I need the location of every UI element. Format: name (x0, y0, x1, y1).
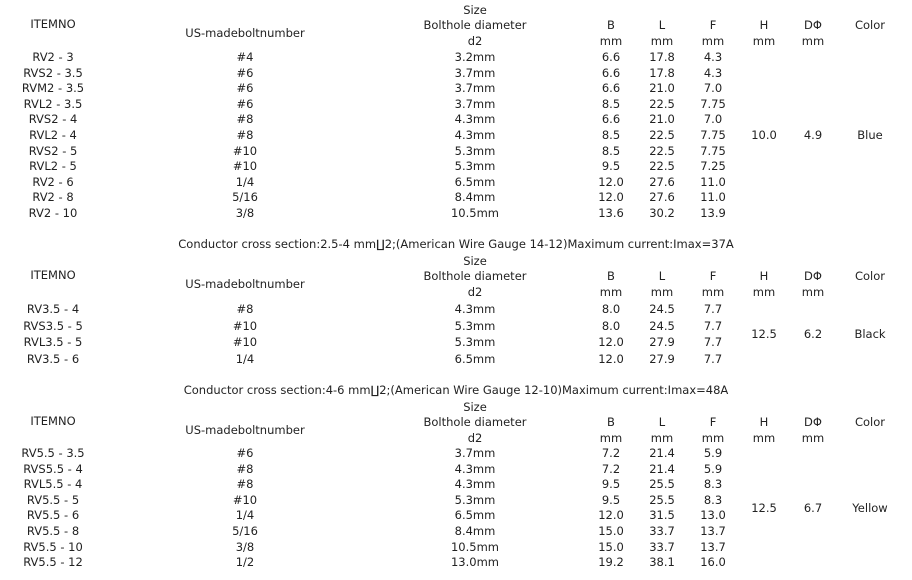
header-l: L (658, 269, 666, 283)
row-l: 25.5 (649, 477, 675, 492)
row-itemno: RV2 - 10 (28, 206, 78, 220)
row-us-bolt-number: 5/16 (232, 524, 258, 538)
row-f: 13.0 (700, 508, 726, 523)
row-bolthole-diameter: 5.3mm (454, 159, 496, 174)
header-b: B (607, 415, 615, 429)
header-f: F (709, 269, 717, 283)
merged-h-value: 12.5 (751, 500, 777, 515)
header-f-unit: mm (701, 285, 725, 299)
header-b: B (607, 18, 615, 32)
row-bolthole-diameter: 4.3mm (454, 128, 496, 142)
row-us-bolt-number: #10 (232, 318, 258, 333)
row-itemno: RV5.5 - 10 (23, 539, 83, 554)
row-l: 22.5 (649, 96, 675, 111)
row-b: 6.6 (601, 50, 621, 64)
header-f: F (709, 18, 717, 32)
row-f: 5.9 (703, 446, 723, 460)
header-size: Size (463, 3, 487, 17)
header-f: F (709, 415, 717, 429)
row-l: 38.1 (649, 555, 675, 570)
row-us-bolt-number: #8 (236, 302, 254, 316)
row-l: 22.5 (649, 159, 675, 174)
row-us-bolt-number: 1/4 (235, 174, 255, 189)
row-b: 6.6 (601, 81, 621, 96)
row-l: 17.8 (649, 50, 675, 64)
row-bolthole-diameter: 4.3mm (454, 461, 496, 476)
row-bolthole-diameter: 4.3mm (454, 112, 496, 127)
row-itemno: RVL2 - 3.5 (23, 96, 83, 111)
row-b: 12.0 (598, 351, 624, 366)
row-b: 15.0 (598, 524, 624, 538)
row-b: 7.2 (601, 461, 621, 476)
header-d2: d2 (467, 34, 483, 48)
row-bolthole-diameter: 5.3mm (454, 143, 496, 158)
merged-color-value: Black (854, 326, 886, 341)
row-l: 27.9 (649, 335, 675, 349)
header-dphi: DΦ (804, 18, 822, 32)
header-b: B (607, 269, 615, 283)
row-bolthole-diameter: 10.5mm (450, 539, 499, 554)
header-l: L (658, 18, 666, 32)
row-itemno: RVS2 - 4 (28, 112, 78, 127)
row-bolthole-diameter: 3.2mm (454, 50, 496, 64)
row-l: 17.8 (649, 65, 675, 80)
header-dphi-unit: mm (801, 431, 825, 445)
row-f: 11.0 (700, 190, 726, 205)
row-itemno: RV2 - 8 (32, 190, 74, 205)
row-itemno: RV2 - 6 (32, 174, 74, 189)
row-f: 13.7 (700, 524, 726, 538)
row-b: 12.0 (598, 174, 624, 189)
row-f: 8.3 (703, 492, 723, 507)
row-us-bolt-number: #8 (236, 112, 254, 127)
row-f: 4.3 (703, 65, 723, 80)
header-itemno: ITEMNO (30, 17, 76, 31)
row-itemno: RV3.5 - 4 (26, 302, 80, 316)
row-itemno: RVL2 - 5 (29, 159, 77, 174)
row-bolthole-diameter: 3.7mm (454, 446, 496, 460)
row-f: 7.25 (700, 159, 726, 174)
row-bolthole-diameter: 13.0mm (450, 555, 499, 570)
header-bolthole-diameter: Bolthole diameter (423, 415, 527, 429)
row-b: 6.6 (601, 112, 621, 127)
header-color: Color (854, 415, 886, 429)
header-h: H (759, 18, 769, 32)
row-bolthole-diameter: 8.4mm (454, 190, 496, 205)
row-b: 19.2 (598, 555, 624, 570)
row-f: 8.3 (703, 477, 723, 492)
row-l: 22.5 (649, 128, 675, 142)
row-itemno: RVS5.5 - 4 (23, 461, 83, 476)
row-f: 16.0 (700, 555, 726, 570)
row-b: 6.6 (601, 65, 621, 80)
section-caption: Conductor cross section:4-6 mm∐2;(American Wire Gauge 12-10)Maximum current:Imax=48A (183, 383, 729, 397)
row-l: 21.0 (649, 112, 675, 127)
row-bolthole-diameter: 6.5mm (454, 174, 496, 189)
header-d2: d2 (467, 285, 483, 299)
row-b: 12.0 (598, 190, 624, 205)
row-l: 24.5 (649, 318, 675, 333)
row-l: 25.5 (649, 492, 675, 507)
row-us-bolt-number: #8 (236, 461, 254, 476)
row-us-bolt-number: #4 (236, 50, 254, 64)
row-bolthole-diameter: 8.4mm (454, 524, 496, 538)
header-f-unit: mm (701, 34, 725, 48)
header-itemno: ITEMNO (30, 268, 76, 282)
row-l: 33.7 (649, 539, 675, 554)
row-itemno: RVS2 - 3.5 (23, 65, 83, 80)
header-h-unit: mm (752, 285, 776, 299)
row-itemno: RVL5.5 - 4 (23, 477, 83, 492)
row-f: 5.9 (703, 461, 723, 476)
row-b: 9.5 (601, 477, 621, 492)
row-l: 27.6 (649, 174, 675, 189)
row-b: 8.5 (601, 128, 621, 142)
row-us-bolt-number: 5/16 (232, 190, 258, 205)
merged-dphi-value: 6.7 (803, 500, 823, 515)
row-b: 12.0 (598, 335, 624, 349)
header-bolthole-diameter: Bolthole diameter (423, 18, 527, 32)
row-f: 7.7 (703, 351, 723, 366)
row-bolthole-diameter: 4.3mm (454, 477, 496, 492)
row-itemno: RV5.5 - 3.5 (21, 446, 85, 460)
row-b: 8.5 (601, 96, 621, 111)
row-l: 27.6 (649, 190, 675, 205)
row-us-bolt-number: #6 (236, 65, 254, 80)
row-us-bolt-number: #10 (232, 335, 258, 349)
row-b: 9.5 (601, 492, 621, 507)
row-itemno: RV5.5 - 6 (26, 508, 80, 523)
header-dphi: DΦ (804, 269, 822, 283)
row-us-bolt-number: #6 (236, 446, 254, 460)
row-b: 15.0 (598, 539, 624, 554)
row-us-bolt-number: 1/4 (235, 508, 255, 523)
header-dphi-unit: mm (801, 34, 825, 48)
header-b-unit: mm (599, 34, 623, 48)
row-f: 7.0 (703, 81, 723, 96)
row-l: 21.4 (649, 446, 675, 460)
row-bolthole-diameter: 5.3mm (454, 335, 496, 349)
header-l: L (658, 415, 666, 429)
row-bolthole-diameter: 4.3mm (454, 302, 496, 316)
row-bolthole-diameter: 6.5mm (454, 351, 496, 366)
header-color: Color (854, 269, 886, 283)
row-f: 7.7 (703, 335, 723, 349)
row-f: 7.75 (700, 96, 726, 111)
row-b: 8.5 (601, 143, 621, 158)
row-itemno: RVM2 - 3.5 (21, 81, 85, 96)
row-l: 22.5 (649, 143, 675, 158)
row-bolthole-diameter: 5.3mm (454, 492, 496, 507)
row-l: 27.9 (649, 351, 675, 366)
row-itemno: RV3.5 - 6 (26, 351, 80, 366)
row-l: 30.2 (649, 206, 675, 220)
header-b-unit: mm (599, 431, 623, 445)
row-us-bolt-number: 1/2 (235, 555, 255, 570)
header-bolthole-diameter: Bolthole diameter (423, 269, 527, 283)
row-f: 7.75 (700, 128, 726, 142)
row-b: 7.2 (601, 446, 621, 460)
row-us-bolt-number: #6 (236, 96, 254, 111)
row-us-bolt-number: #10 (232, 159, 258, 174)
row-b: 8.0 (601, 318, 621, 333)
row-us-bolt-number: 3/8 (235, 206, 255, 220)
header-dphi-unit: mm (801, 285, 825, 299)
header-h-unit: mm (752, 34, 776, 48)
row-us-bolt-number: #10 (232, 492, 258, 507)
header-b-unit: mm (599, 285, 623, 299)
header-h: H (759, 415, 769, 429)
merged-dphi-value: 4.9 (803, 128, 823, 142)
row-itemno: RVL3.5 - 5 (23, 335, 83, 349)
row-itemno: RV2 - 3 (32, 50, 74, 64)
row-l: 31.5 (649, 508, 675, 523)
row-b: 13.6 (598, 206, 624, 220)
header-l-unit: mm (650, 431, 674, 445)
row-itemno: RV5.5 - 8 (26, 524, 80, 538)
row-itemno: RV5.5 - 12 (23, 555, 83, 570)
row-bolthole-diameter: 3.7mm (454, 65, 496, 80)
row-itemno: RV5.5 - 5 (26, 492, 80, 507)
row-us-bolt-number: #10 (232, 143, 258, 158)
row-f: 7.7 (703, 318, 723, 333)
row-f: 11.0 (700, 174, 726, 189)
header-dphi: DΦ (804, 415, 822, 429)
row-bolthole-diameter: 10.5mm (450, 206, 499, 220)
row-b: 9.5 (601, 159, 621, 174)
row-f: 7.7 (703, 302, 723, 316)
header-l-unit: mm (650, 34, 674, 48)
header-size: Size (463, 400, 487, 414)
row-bolthole-diameter: 5.3mm (454, 318, 496, 333)
header-us-bolt-number: US-madeboltnumber (185, 423, 305, 437)
row-us-bolt-number: 3/8 (235, 539, 255, 554)
row-f: 7.0 (703, 112, 723, 127)
row-f: 4.3 (703, 50, 723, 64)
row-f: 7.75 (700, 143, 726, 158)
row-f: 13.9 (700, 206, 726, 220)
row-bolthole-diameter: 6.5mm (454, 508, 496, 523)
header-d2: d2 (467, 431, 483, 445)
row-us-bolt-number: #8 (236, 477, 254, 492)
row-us-bolt-number: #8 (236, 128, 254, 142)
merged-color-value: Yellow (852, 500, 888, 515)
row-itemno: RVS2 - 5 (28, 143, 78, 158)
header-h-unit: mm (752, 431, 776, 445)
row-b: 8.0 (601, 302, 621, 316)
row-b: 12.0 (598, 508, 624, 523)
header-itemno: ITEMNO (30, 414, 76, 428)
header-color: Color (854, 18, 886, 32)
header-us-bolt-number: US-madeboltnumber (185, 26, 305, 40)
header-f-unit: mm (701, 431, 725, 445)
row-l: 33.7 (649, 524, 675, 538)
header-l-unit: mm (650, 285, 674, 299)
header-h: H (759, 269, 769, 283)
row-itemno: RVS3.5 - 5 (23, 318, 83, 333)
row-bolthole-diameter: 3.7mm (454, 81, 496, 96)
row-us-bolt-number: #6 (236, 81, 254, 96)
row-l: 21.0 (649, 81, 675, 96)
merged-h-value: 12.5 (751, 326, 777, 341)
row-us-bolt-number: 1/4 (235, 351, 255, 366)
header-us-bolt-number: US-madeboltnumber (185, 277, 305, 291)
row-bolthole-diameter: 3.7mm (454, 96, 496, 111)
merged-h-value: 10.0 (751, 128, 777, 142)
row-f: 13.7 (700, 539, 726, 554)
row-l: 21.4 (649, 461, 675, 476)
merged-dphi-value: 6.2 (803, 326, 823, 341)
header-size: Size (463, 254, 487, 268)
row-itemno: RVL2 - 4 (29, 128, 77, 142)
row-l: 24.5 (649, 302, 675, 316)
section-caption: Conductor cross section:2.5-4 mm∐2;(American Wire Gauge 14-12)Maximum current:Imax=37A (178, 237, 734, 251)
merged-color-value: Blue (857, 128, 883, 142)
